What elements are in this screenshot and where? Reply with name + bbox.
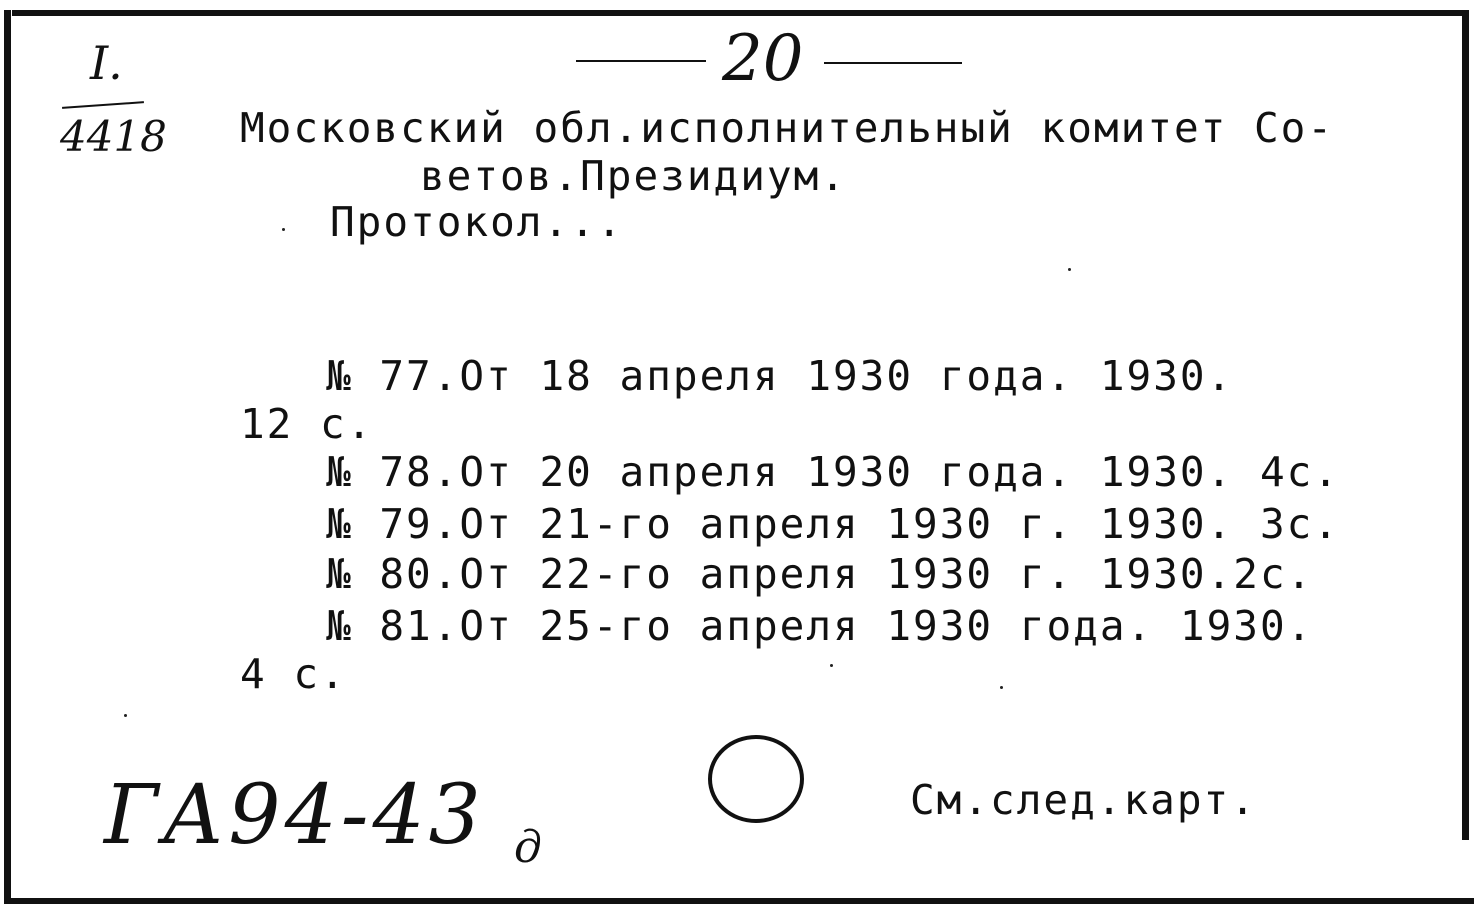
card-border-left bbox=[4, 10, 11, 904]
entry-line: № 77.От 18 апреля 1930 года. 1930. bbox=[326, 352, 1234, 400]
shelf-mark-bottom: 4418 bbox=[60, 112, 167, 161]
heading-line-1: Московский обл.исполнительный комитет Со- bbox=[240, 104, 1335, 152]
scan-speck bbox=[1000, 686, 1003, 689]
subheading: Протокол... bbox=[330, 198, 624, 246]
scan-speck bbox=[124, 714, 127, 717]
see-next-card-note: См.след.карт. bbox=[910, 776, 1257, 824]
entry-line: № 78.От 20 апреля 1930 года. 1930. 4с. bbox=[326, 448, 1340, 496]
shelf-mark-divider bbox=[62, 101, 144, 109]
page-number-dash-left bbox=[576, 60, 706, 62]
shelf-mark-top: I. bbox=[90, 36, 123, 90]
archive-code-suffix: д bbox=[514, 822, 542, 873]
entry-line: № 80.От 22-го апреля 1930 г. 1930.2с. bbox=[326, 550, 1314, 598]
archive-code: ГА94-43 bbox=[104, 768, 485, 863]
entry-line: 4 с. bbox=[240, 650, 347, 698]
entry-line: № 81.От 25-го апреля 1930 года. 1930. bbox=[326, 602, 1314, 650]
scan-speck bbox=[282, 228, 285, 231]
scan-speck bbox=[1068, 268, 1071, 271]
card-border-right bbox=[1462, 10, 1469, 840]
circle-mark bbox=[708, 735, 804, 823]
card-border-bottom bbox=[4, 898, 1474, 904]
entry-line: 12 с. bbox=[240, 400, 374, 448]
page-number-dash-right bbox=[824, 62, 962, 64]
card-border-top bbox=[12, 10, 1468, 16]
heading-line-2: ветов.Президиум. bbox=[420, 152, 847, 200]
page-number: 20 bbox=[722, 22, 804, 96]
scan-speck bbox=[830, 664, 833, 667]
entry-line: № 79.От 21-го апреля 1930 г. 1930. 3с. bbox=[326, 500, 1340, 548]
